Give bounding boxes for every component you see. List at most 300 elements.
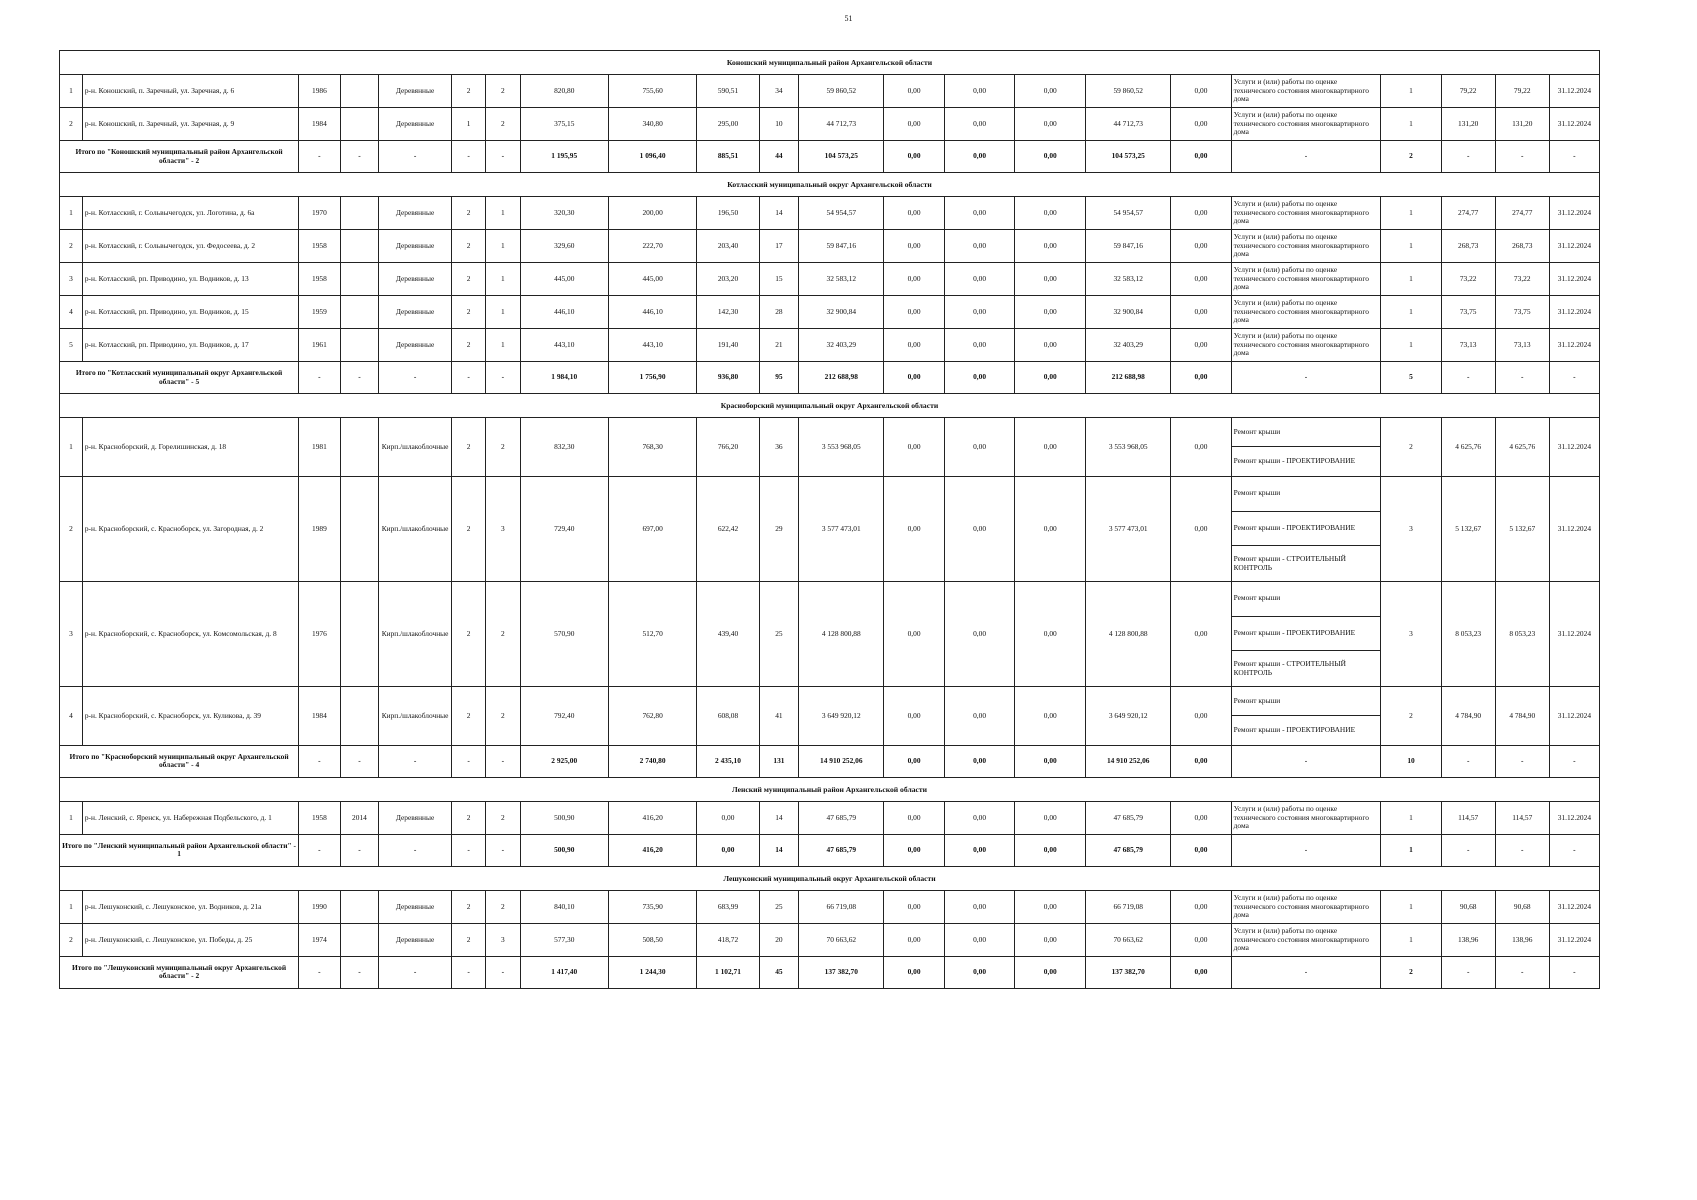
other-funds-cell: 0,00 xyxy=(1171,418,1231,477)
entrances-cell: 1 xyxy=(486,197,520,230)
other-funds-cell: 0,00 xyxy=(1171,329,1231,362)
completion-date-cell: 31.12.2024 xyxy=(1549,230,1599,263)
residents-cell: 25 xyxy=(759,890,799,923)
premises-area-cell: 755,60 xyxy=(608,75,696,108)
work-count-cell: 1 xyxy=(1381,923,1441,956)
floors-cell: 2 xyxy=(451,923,485,956)
unit-cost-cell: 138,96 xyxy=(1441,923,1495,956)
section-total-row xyxy=(60,745,1600,777)
placeholder-dash: - xyxy=(1441,956,1495,988)
owners-funds-cell: 4 128 800,88 xyxy=(1086,581,1171,686)
floors-cell: 2 xyxy=(451,230,485,263)
completion-date-cell: 31.12.2024 xyxy=(1549,296,1599,329)
section-header-row xyxy=(60,394,1600,418)
residential-area-cell: 203,40 xyxy=(697,230,759,263)
local-budget-total: 0,00 xyxy=(1015,745,1086,777)
work-types-cell xyxy=(1231,686,1381,745)
local-budget-cell: 0,00 xyxy=(1015,477,1086,582)
residents-cell: 29 xyxy=(759,477,799,582)
local-budget-cell: 0,00 xyxy=(1015,263,1086,296)
row-number-cell: 3 xyxy=(60,263,83,296)
entrances-cell: 3 xyxy=(486,923,520,956)
placeholder-dash: - xyxy=(299,362,341,394)
work-type-item: Ремонт крыши - ПРОЕКТИРОВАНИЕ xyxy=(1233,456,1356,466)
fund-cell: 0,00 xyxy=(884,890,944,923)
commissioning-year-cell: 1970 xyxy=(299,197,341,230)
max-unit-cost-cell: 90,68 xyxy=(1495,890,1549,923)
total-area-cell: 446,10 xyxy=(520,296,608,329)
residents-cell: 21 xyxy=(759,329,799,362)
placeholder-dash: - xyxy=(1549,141,1599,173)
reconstruction-year-cell xyxy=(340,329,378,362)
total-area-total: 1 195,95 xyxy=(520,141,608,173)
premises-area-cell: 508,50 xyxy=(608,923,696,956)
work-count-cell: 1 xyxy=(1381,197,1441,230)
placeholder-dash: - xyxy=(340,834,378,866)
owners-funds-cell: 70 663,62 xyxy=(1086,923,1171,956)
regional-budget-cell: 0,00 xyxy=(944,296,1015,329)
regional-budget-cell: 0,00 xyxy=(944,801,1015,834)
local-budget-total: 0,00 xyxy=(1015,362,1086,394)
placeholder-dash: - xyxy=(451,745,485,777)
placeholder-dash: - xyxy=(1441,362,1495,394)
local-budget-cell: 0,00 xyxy=(1015,686,1086,745)
placeholder-dash: - xyxy=(451,141,485,173)
commissioning-year-cell: 1959 xyxy=(299,296,341,329)
section-title: Коношский муниципальный район Архангельской области xyxy=(60,51,1600,75)
owners-funds-cell: 3 553 968,05 xyxy=(1086,418,1171,477)
premises-area-cell: 200,00 xyxy=(608,197,696,230)
completion-date-cell: 31.12.2024 xyxy=(1549,923,1599,956)
placeholder-dash: - xyxy=(1549,745,1599,777)
section-total-row xyxy=(60,956,1600,988)
reconstruction-year-cell xyxy=(340,230,378,263)
placeholder-dash: - xyxy=(451,362,485,394)
total-area-total: 500,90 xyxy=(520,834,608,866)
owners-funds-cell: 54 954,57 xyxy=(1086,197,1171,230)
table-row xyxy=(60,801,1600,834)
unit-cost-cell: 73,13 xyxy=(1441,329,1495,362)
address-cell: р-н. Коношский, п. Заречный, ул. Заречная, д. 9 xyxy=(82,108,298,141)
placeholder-dash: - xyxy=(1549,362,1599,394)
floors-cell: 2 xyxy=(451,686,485,745)
owners-funds-cell: 59 860,52 xyxy=(1086,75,1171,108)
local-budget-cell: 0,00 xyxy=(1015,801,1086,834)
regional-budget-cell: 0,00 xyxy=(944,890,1015,923)
address-cell: р-н. Лешуконский, с. Лешуконское, ул. Победы, д. 25 xyxy=(82,923,298,956)
local-budget-cell: 0,00 xyxy=(1015,418,1086,477)
max-unit-cost-cell: 114,57 xyxy=(1495,801,1549,834)
repair-cost-cell: 59 860,52 xyxy=(799,75,884,108)
work-type-item: Услуги и (или) работы по оценке технического состояния многоквартирного дома xyxy=(1233,803,1369,831)
premises-area-cell: 445,00 xyxy=(608,263,696,296)
section-header-row xyxy=(60,173,1600,197)
total-area-cell: 792,40 xyxy=(520,686,608,745)
other-funds-total: 0,00 xyxy=(1171,745,1231,777)
residential-area-total: 1 102,71 xyxy=(697,956,759,988)
wall-material-cell: Кирп./шлакоблочные xyxy=(379,581,452,686)
placeholder-dash: - xyxy=(1441,834,1495,866)
total-label: Итого по "Ленский муниципальный район Архангельской области" - 1 xyxy=(60,834,299,866)
owners-funds-cell: 3 577 473,01 xyxy=(1086,477,1171,582)
placeholder-dash: - xyxy=(379,362,452,394)
wall-material-cell: Деревянные xyxy=(379,230,452,263)
other-funds-cell: 0,00 xyxy=(1171,296,1231,329)
fund-total: 0,00 xyxy=(884,141,944,173)
regional-budget-total: 0,00 xyxy=(944,956,1015,988)
placeholder-dash: - xyxy=(340,745,378,777)
fund-total: 0,00 xyxy=(884,956,944,988)
reconstruction-year-cell xyxy=(340,923,378,956)
local-budget-cell: 0,00 xyxy=(1015,197,1086,230)
placeholder-dash: - xyxy=(1495,745,1549,777)
owners-funds-cell: 3 649 920,12 xyxy=(1086,686,1171,745)
residential-area-cell: 142,30 xyxy=(697,296,759,329)
work-type-item: Ремонт крыши xyxy=(1232,477,1381,512)
reconstruction-year-cell xyxy=(340,890,378,923)
section-total-row xyxy=(60,362,1600,394)
max-unit-cost-cell: 274,77 xyxy=(1495,197,1549,230)
regional-budget-total: 0,00 xyxy=(944,141,1015,173)
work-type-item: Ремонт крыши - СТРОИТЕЛЬНЫЙ КОНТРОЛЬ xyxy=(1233,658,1347,677)
total-area-cell: 570,90 xyxy=(520,581,608,686)
work-types-cell xyxy=(1231,329,1381,362)
other-funds-total: 0,00 xyxy=(1171,362,1231,394)
local-budget-cell: 0,00 xyxy=(1015,581,1086,686)
max-unit-cost-cell: 138,96 xyxy=(1495,923,1549,956)
address-cell: р-н. Коношский, п. Заречный, ул. Заречная, д. 6 xyxy=(82,75,298,108)
work-count-cell: 3 xyxy=(1381,581,1441,686)
placeholder-dash: - xyxy=(1231,956,1381,988)
placeholder-dash: - xyxy=(486,141,520,173)
row-number-cell: 2 xyxy=(60,230,83,263)
owners-funds-cell: 47 685,79 xyxy=(1086,801,1171,834)
owners-funds-total: 137 382,70 xyxy=(1086,956,1171,988)
total-area-total: 1 417,40 xyxy=(520,956,608,988)
total-area-cell: 375,15 xyxy=(520,108,608,141)
row-number-cell: 1 xyxy=(60,890,83,923)
regional-budget-total: 0,00 xyxy=(944,834,1015,866)
work-types-cell xyxy=(1231,263,1381,296)
total-area-cell: 329,60 xyxy=(520,230,608,263)
floors-cell: 2 xyxy=(451,801,485,834)
reconstruction-year-cell xyxy=(340,75,378,108)
work-count-cell: 1 xyxy=(1381,329,1441,362)
unit-cost-cell: 5 132,67 xyxy=(1441,477,1495,582)
row-number-cell: 2 xyxy=(60,477,83,582)
total-label: Итого по "Красноборский муниципальный округ Архангельской области" - 4 xyxy=(60,745,299,777)
residents-cell: 15 xyxy=(759,263,799,296)
commissioning-year-cell: 1989 xyxy=(299,477,341,582)
commissioning-year-cell: 1961 xyxy=(299,329,341,362)
regional-budget-cell: 0,00 xyxy=(944,477,1015,582)
commissioning-year-cell: 1990 xyxy=(299,890,341,923)
entrances-cell: 1 xyxy=(486,263,520,296)
repair-cost-total: 104 573,25 xyxy=(799,141,884,173)
placeholder-dash: - xyxy=(486,362,520,394)
max-unit-cost-cell: 79,22 xyxy=(1495,75,1549,108)
residential-area-cell: 683,99 xyxy=(697,890,759,923)
row-number-cell: 5 xyxy=(60,329,83,362)
premises-area-cell: 222,70 xyxy=(608,230,696,263)
work-count-cell: 3 xyxy=(1381,477,1441,582)
local-budget-cell: 0,00 xyxy=(1015,108,1086,141)
work-types-cell xyxy=(1231,197,1381,230)
address-cell: р-н. Ленский, с. Яренск, ул. Набережная Подбельского, д. 1 xyxy=(82,801,298,834)
section-total-row xyxy=(60,141,1600,173)
placeholder-dash: - xyxy=(1549,956,1599,988)
max-unit-cost-cell: 73,22 xyxy=(1495,263,1549,296)
placeholder-dash: - xyxy=(340,956,378,988)
repair-cost-cell: 3 577 473,01 xyxy=(799,477,884,582)
commissioning-year-cell: 1974 xyxy=(299,923,341,956)
floors-cell: 2 xyxy=(451,581,485,686)
row-number-cell: 1 xyxy=(60,418,83,477)
wall-material-cell: Деревянные xyxy=(379,801,452,834)
row-number-cell: 4 xyxy=(60,686,83,745)
owners-funds-cell: 44 712,73 xyxy=(1086,108,1171,141)
work-type-item: Ремонт крыши - СТРОИТЕЛЬНЫЙ КОНТРОЛЬ xyxy=(1233,553,1347,572)
section-title: Красноборский муниципальный округ Архангельской области xyxy=(60,394,1600,418)
regional-budget-cell: 0,00 xyxy=(944,75,1015,108)
premises-area-cell: 340,80 xyxy=(608,108,696,141)
max-unit-cost-cell: 73,13 xyxy=(1495,329,1549,362)
regional-budget-cell: 0,00 xyxy=(944,108,1015,141)
completion-date-cell: 31.12.2024 xyxy=(1549,477,1599,582)
owners-funds-cell: 59 847,16 xyxy=(1086,230,1171,263)
residents-cell: 20 xyxy=(759,923,799,956)
work-types-cell xyxy=(1231,801,1381,834)
wall-material-cell: Деревянные xyxy=(379,75,452,108)
placeholder-dash: - xyxy=(340,362,378,394)
owners-funds-cell: 32 900,84 xyxy=(1086,296,1171,329)
table-row xyxy=(60,686,1600,745)
commissioning-year-cell: 1958 xyxy=(299,263,341,296)
row-number-cell: 3 xyxy=(60,581,83,686)
address-cell: р-н. Лешуконский, с. Лешуконское, ул. Водников, д. 21а xyxy=(82,890,298,923)
total-area-total: 1 984,10 xyxy=(520,362,608,394)
other-funds-cell: 0,00 xyxy=(1171,230,1231,263)
unit-cost-cell: 90,68 xyxy=(1441,890,1495,923)
completion-date-cell: 31.12.2024 xyxy=(1549,418,1599,477)
commissioning-year-cell: 1958 xyxy=(299,801,341,834)
table-row xyxy=(60,75,1600,108)
fund-total: 0,00 xyxy=(884,362,944,394)
other-funds-cell: 0,00 xyxy=(1171,686,1231,745)
repair-cost-cell: 32 900,84 xyxy=(799,296,884,329)
total-area-cell: 832,30 xyxy=(520,418,608,477)
wall-material-cell: Кирп./шлакоблочные xyxy=(379,418,452,477)
placeholder-dash: - xyxy=(1495,834,1549,866)
commissioning-year-cell: 1984 xyxy=(299,108,341,141)
entrances-cell: 2 xyxy=(486,108,520,141)
local-budget-cell: 0,00 xyxy=(1015,230,1086,263)
wall-material-cell: Деревянные xyxy=(379,890,452,923)
work-type-item: Ремонт крыши xyxy=(1232,582,1381,617)
repair-cost-total: 137 382,70 xyxy=(799,956,884,988)
residents-cell: 10 xyxy=(759,108,799,141)
unit-cost-cell: 268,73 xyxy=(1441,230,1495,263)
completion-date-cell: 31.12.2024 xyxy=(1549,890,1599,923)
residents-cell: 14 xyxy=(759,801,799,834)
address-cell: р-н. Котласский, рп. Приводино, ул. Водников, д. 17 xyxy=(82,329,298,362)
other-funds-cell: 0,00 xyxy=(1171,263,1231,296)
local-budget-total: 0,00 xyxy=(1015,141,1086,173)
floors-cell: 1 xyxy=(451,108,485,141)
work-type-item: Ремонт крыши xyxy=(1232,418,1381,447)
address-cell: р-н. Красноборский, с. Красноборск, ул. Куликова, д. 39 xyxy=(82,686,298,745)
unit-cost-cell: 73,75 xyxy=(1441,296,1495,329)
capital-repair-table-container xyxy=(59,50,1600,989)
total-label: Итого по "Котласский муниципальный округ Архангельской области" - 5 xyxy=(60,362,299,394)
floors-cell: 2 xyxy=(451,75,485,108)
repair-cost-total: 212 688,98 xyxy=(799,362,884,394)
placeholder-dash: - xyxy=(1231,362,1381,394)
page-number: 51 xyxy=(844,14,853,23)
placeholder-dash: - xyxy=(1231,141,1381,173)
completion-date-cell: 31.12.2024 xyxy=(1549,686,1599,745)
commissioning-year-cell: 1958 xyxy=(299,230,341,263)
total-area-cell: 577,30 xyxy=(520,923,608,956)
wall-material-cell: Деревянные xyxy=(379,108,452,141)
other-funds-cell: 0,00 xyxy=(1171,801,1231,834)
row-number-cell: 1 xyxy=(60,75,83,108)
work-count-cell: 1 xyxy=(1381,230,1441,263)
other-funds-cell: 0,00 xyxy=(1171,581,1231,686)
reconstruction-year-cell xyxy=(340,418,378,477)
regional-budget-cell: 0,00 xyxy=(944,230,1015,263)
address-cell: р-н. Котласский, рп. Приводино, ул. Водников, д. 13 xyxy=(82,263,298,296)
address-cell: р-н. Красноборский, с. Красноборск, ул. Загородная, д. 2 xyxy=(82,477,298,582)
repair-cost-cell: 32 403,29 xyxy=(799,329,884,362)
address-cell: р-н. Красноборский, д. Горелишинская, д. 18 xyxy=(82,418,298,477)
fund-cell: 0,00 xyxy=(884,75,944,108)
entrances-cell: 1 xyxy=(486,329,520,362)
reconstruction-year-cell: 2014 xyxy=(340,801,378,834)
premises-area-cell: 512,70 xyxy=(608,581,696,686)
table-row xyxy=(60,418,1600,477)
residential-area-total: 2 435,10 xyxy=(697,745,759,777)
row-number-cell: 4 xyxy=(60,296,83,329)
repair-cost-cell: 59 847,16 xyxy=(799,230,884,263)
capital-repair-table xyxy=(59,50,1600,989)
floors-cell: 2 xyxy=(451,296,485,329)
repair-cost-cell: 32 583,12 xyxy=(799,263,884,296)
residential-area-cell: 590,51 xyxy=(697,75,759,108)
work-count-total: 10 xyxy=(1381,745,1441,777)
placeholder-dash: - xyxy=(299,745,341,777)
fund-cell: 0,00 xyxy=(884,296,944,329)
section-header-row xyxy=(60,866,1600,890)
placeholder-dash: - xyxy=(1495,141,1549,173)
max-unit-cost-cell: 268,73 xyxy=(1495,230,1549,263)
total-area-cell: 820,80 xyxy=(520,75,608,108)
address-cell: р-н. Красноборский, с. Красноборск, ул. Комсомольская, д. 8 xyxy=(82,581,298,686)
work-type-item: Ремонт крыши - ПРОЕКТИРОВАНИЕ xyxy=(1232,617,1381,652)
wall-material-cell: Деревянные xyxy=(379,923,452,956)
other-funds-total: 0,00 xyxy=(1171,141,1231,173)
unit-cost-cell: 114,57 xyxy=(1441,801,1495,834)
residents-cell: 36 xyxy=(759,418,799,477)
wall-material-cell: Кирп./шлакоблочные xyxy=(379,686,452,745)
reconstruction-year-cell xyxy=(340,686,378,745)
entrances-cell: 1 xyxy=(486,230,520,263)
work-count-cell: 2 xyxy=(1381,418,1441,477)
repair-cost-cell: 70 663,62 xyxy=(799,923,884,956)
residents-cell: 17 xyxy=(759,230,799,263)
floors-cell: 2 xyxy=(451,477,485,582)
table-body xyxy=(60,51,1600,989)
work-type-item: Ремонт крыши - ПРОЕКТИРОВАНИЕ xyxy=(1233,725,1356,734)
commissioning-year-cell: 1986 xyxy=(299,75,341,108)
placeholder-dash: - xyxy=(1549,834,1599,866)
owners-funds-total: 47 685,79 xyxy=(1086,834,1171,866)
regional-budget-total: 0,00 xyxy=(944,362,1015,394)
owners-funds-total: 14 910 252,06 xyxy=(1086,745,1171,777)
row-number-cell: 1 xyxy=(60,801,83,834)
repair-cost-cell: 54 954,57 xyxy=(799,197,884,230)
fund-cell: 0,00 xyxy=(884,686,944,745)
residential-area-total: 936,80 xyxy=(697,362,759,394)
regional-budget-cell: 0,00 xyxy=(944,418,1015,477)
owners-funds-total: 212 688,98 xyxy=(1086,362,1171,394)
work-types-cell xyxy=(1231,890,1381,923)
work-types-cell xyxy=(1231,296,1381,329)
address-cell: р-н. Котласский, рп. Приводино, ул. Водников, д. 15 xyxy=(82,296,298,329)
reconstruction-year-cell xyxy=(340,581,378,686)
fund-total: 0,00 xyxy=(884,834,944,866)
placeholder-dash: - xyxy=(379,834,452,866)
total-area-total: 2 925,00 xyxy=(520,745,608,777)
table-row xyxy=(60,581,1600,686)
floors-cell: 2 xyxy=(451,890,485,923)
premises-area-cell: 443,10 xyxy=(608,329,696,362)
section-header-row xyxy=(60,51,1600,75)
total-area-cell: 500,90 xyxy=(520,801,608,834)
placeholder-dash: - xyxy=(1231,745,1381,777)
residential-area-cell: 622,42 xyxy=(697,477,759,582)
completion-date-cell: 31.12.2024 xyxy=(1549,108,1599,141)
local-budget-cell: 0,00 xyxy=(1015,329,1086,362)
work-type-item: Услуги и (или) работы по оценке технического состояния многоквартирного дома xyxy=(1233,892,1369,920)
repair-cost-cell: 4 128 800,88 xyxy=(799,581,884,686)
unit-cost-cell: 274,77 xyxy=(1441,197,1495,230)
residential-area-cell: 418,72 xyxy=(697,923,759,956)
placeholder-dash: - xyxy=(1231,834,1381,866)
premises-area-cell: 762,80 xyxy=(608,686,696,745)
total-area-cell: 840,10 xyxy=(520,890,608,923)
total-area-cell: 445,00 xyxy=(520,263,608,296)
wall-material-cell: Кирп./шлакоблочные xyxy=(379,477,452,582)
max-unit-cost-cell: 5 132,67 xyxy=(1495,477,1549,582)
work-type-item: Услуги и (или) работы по оценке технического состояния многоквартирного дома xyxy=(1233,198,1369,226)
local-budget-total: 0,00 xyxy=(1015,834,1086,866)
placeholder-dash: - xyxy=(379,956,452,988)
entrances-cell: 1 xyxy=(486,296,520,329)
other-funds-cell: 0,00 xyxy=(1171,197,1231,230)
repair-cost-cell: 3 553 968,05 xyxy=(799,418,884,477)
table-row xyxy=(60,923,1600,956)
wall-material-cell: Деревянные xyxy=(379,263,452,296)
placeholder-dash: - xyxy=(1495,956,1549,988)
work-count-cell: 1 xyxy=(1381,801,1441,834)
work-count-cell: 1 xyxy=(1381,263,1441,296)
entrances-cell: 2 xyxy=(486,581,520,686)
placeholder-dash: - xyxy=(1441,745,1495,777)
fund-cell: 0,00 xyxy=(884,923,944,956)
address-cell: р-н. Котласский, г. Сольвычегодск, ул. Логотина, д. 6а xyxy=(82,197,298,230)
unit-cost-cell: 4 625,76 xyxy=(1441,418,1495,477)
